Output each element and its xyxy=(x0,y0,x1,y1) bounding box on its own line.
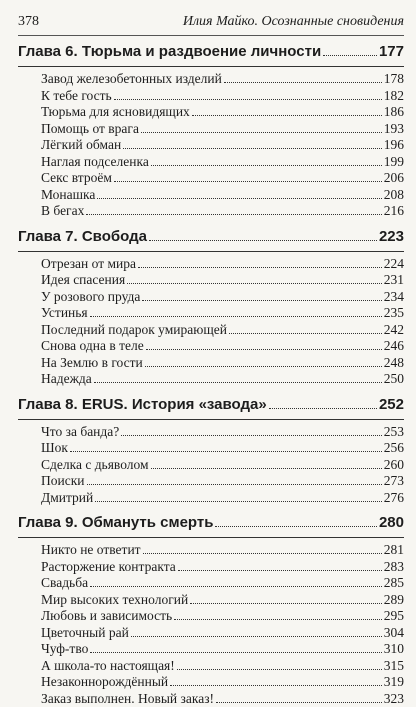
item-title: Монашка xyxy=(41,187,95,204)
item-page: 273 xyxy=(384,473,404,490)
item-title: Цветочный рай xyxy=(41,625,129,642)
dot-leader xyxy=(138,267,382,268)
item-page: 234 xyxy=(384,289,404,306)
item-title: В бегах xyxy=(41,203,84,220)
dot-leader xyxy=(143,553,382,554)
item-page: 231 xyxy=(384,272,404,289)
item-page: 323 xyxy=(384,691,404,707)
toc-item[interactable] xyxy=(41,625,404,642)
chapter-rule xyxy=(18,537,404,538)
item-title: Снова одна в теле xyxy=(41,338,144,355)
item-page: 315 xyxy=(384,658,404,675)
dot-leader xyxy=(123,148,382,149)
item-title: Идея спасения xyxy=(41,272,125,289)
item-title: Завод железобетонных изделий xyxy=(41,71,222,88)
toc-item[interactable] xyxy=(41,371,404,388)
dot-leader xyxy=(97,198,381,199)
toc-item[interactable] xyxy=(41,457,404,474)
dot-leader xyxy=(170,685,382,686)
toc-item[interactable] xyxy=(41,256,404,273)
toc-item[interactable] xyxy=(41,592,404,609)
item-page: 242 xyxy=(384,322,404,339)
item-title: А школа-то настоящая! xyxy=(41,658,175,675)
dot-leader xyxy=(229,333,382,334)
item-title: Заказ выполнен. Новый заказ! xyxy=(41,691,214,707)
toc-item[interactable] xyxy=(41,137,404,154)
dot-leader xyxy=(146,349,382,350)
item-page: 208 xyxy=(384,187,404,204)
dot-leader xyxy=(216,702,382,703)
chapter-heading[interactable] xyxy=(18,41,404,63)
running-title: Илия Майко. Осознанные сновидения xyxy=(183,13,404,31)
item-title: Никто не ответит xyxy=(41,542,141,559)
chapter-items xyxy=(18,424,404,507)
chapter-heading[interactable] xyxy=(18,394,404,416)
toc-item[interactable] xyxy=(41,305,404,322)
item-page: 260 xyxy=(384,457,404,474)
dot-leader xyxy=(149,240,377,241)
dot-leader xyxy=(121,435,381,436)
chapter-page: 223 xyxy=(379,226,404,248)
item-page: 248 xyxy=(384,355,404,372)
item-page: 216 xyxy=(384,203,404,220)
dot-leader xyxy=(90,586,382,587)
item-title: У розового пруда xyxy=(41,289,140,306)
toc-item[interactable] xyxy=(41,691,404,707)
item-title: Чуф-тво xyxy=(41,641,88,658)
item-title: Наглая подселенка xyxy=(41,154,149,171)
dot-leader xyxy=(114,181,382,182)
toc-chapter xyxy=(18,226,404,388)
toc-chapter xyxy=(18,512,404,707)
dot-leader xyxy=(151,468,382,469)
toc-item[interactable] xyxy=(41,322,404,339)
dot-leader xyxy=(86,214,381,215)
dot-leader xyxy=(90,652,381,653)
toc-item[interactable] xyxy=(41,154,404,171)
item-page: 224 xyxy=(384,256,404,273)
item-title: Шок xyxy=(41,440,68,457)
chapter-items xyxy=(18,256,404,388)
chapter-title: Глава 6. Тюрьма и раздвоение личности xyxy=(18,41,321,63)
dot-leader xyxy=(90,316,382,317)
item-page: 319 xyxy=(384,674,404,691)
chapter-rule xyxy=(18,66,404,67)
dot-leader xyxy=(224,82,382,83)
item-title: Поиски xyxy=(41,473,85,490)
toc-item[interactable] xyxy=(41,490,404,507)
item-title: Дмитрий xyxy=(41,490,93,507)
item-page: 295 xyxy=(384,608,404,625)
toc-item[interactable] xyxy=(41,674,404,691)
item-title: Свадьба xyxy=(41,575,88,592)
dot-leader xyxy=(131,636,382,637)
item-title: На Землю в гости xyxy=(41,355,143,372)
toc-item[interactable] xyxy=(41,559,404,576)
chapter-heading[interactable] xyxy=(18,226,404,248)
page-number: 378 xyxy=(18,13,39,31)
item-title: Сделка с дьяволом xyxy=(41,457,149,474)
chapter-heading[interactable] xyxy=(18,512,404,534)
chapter-title: Глава 8. ERUS. История «завода» xyxy=(18,394,267,416)
toc-item[interactable] xyxy=(41,424,404,441)
toc-item[interactable] xyxy=(41,608,404,625)
chapter-items xyxy=(18,542,404,707)
item-title: Что за банда? xyxy=(41,424,119,441)
item-title: Устинья xyxy=(41,305,88,322)
toc-item[interactable] xyxy=(41,104,404,121)
item-page: 285 xyxy=(384,575,404,592)
chapter-page: 252 xyxy=(379,394,404,416)
item-page: 196 xyxy=(384,137,404,154)
chapter-page: 177 xyxy=(379,41,404,63)
header-rule xyxy=(18,35,404,36)
item-page: 178 xyxy=(384,71,404,88)
item-page: 235 xyxy=(384,305,404,322)
toc-item[interactable] xyxy=(41,440,404,457)
dot-leader xyxy=(151,165,382,166)
item-page: 206 xyxy=(384,170,404,187)
toc-item[interactable] xyxy=(41,338,404,355)
item-page: 250 xyxy=(384,371,404,388)
item-title: Любовь и зависимость xyxy=(41,608,172,625)
item-page: 256 xyxy=(384,440,404,457)
toc-item[interactable] xyxy=(41,355,404,372)
item-page: 186 xyxy=(384,104,404,121)
chapter-title: Глава 9. Обмануть смерть xyxy=(18,512,213,534)
toc-item[interactable] xyxy=(41,542,404,559)
dot-leader xyxy=(127,283,382,284)
item-page: 283 xyxy=(384,559,404,576)
toc-item[interactable] xyxy=(41,71,404,88)
toc-item[interactable] xyxy=(41,289,404,306)
item-page: 276 xyxy=(384,490,404,507)
item-title: Расторжение контракта xyxy=(41,559,176,576)
dot-leader xyxy=(174,619,382,620)
table-of-contents xyxy=(18,41,404,707)
toc-item[interactable] xyxy=(41,121,404,138)
item-title: Секс втроём xyxy=(41,170,112,187)
toc-item[interactable] xyxy=(41,187,404,204)
dot-leader xyxy=(114,99,382,100)
dot-leader xyxy=(177,669,382,670)
toc-item[interactable] xyxy=(41,575,404,592)
dot-leader xyxy=(141,132,382,133)
dot-leader xyxy=(87,484,382,485)
item-page: 304 xyxy=(384,625,404,642)
item-page: 289 xyxy=(384,592,404,609)
dot-leader xyxy=(178,570,382,571)
item-page: 246 xyxy=(384,338,404,355)
dot-leader xyxy=(190,603,382,604)
item-title: Тюрьма для ясновидящих xyxy=(41,104,190,121)
dot-leader xyxy=(70,451,382,452)
item-page: 199 xyxy=(384,154,404,171)
chapter-rule xyxy=(18,251,404,252)
dot-leader xyxy=(95,501,382,502)
dot-leader xyxy=(145,366,382,367)
toc-chapter xyxy=(18,41,404,220)
toc-chapter xyxy=(18,394,404,507)
item-page: 281 xyxy=(384,542,404,559)
toc-item[interactable] xyxy=(41,272,404,289)
toc-item[interactable] xyxy=(41,88,404,105)
chapter-page: 280 xyxy=(379,512,404,534)
item-title: Незаконнорождённый xyxy=(41,674,168,691)
item-page: 310 xyxy=(384,641,404,658)
dot-leader xyxy=(269,408,377,409)
item-title: Лёгкий обман xyxy=(41,137,121,154)
chapter-items xyxy=(18,71,404,220)
toc-item[interactable] xyxy=(41,658,404,675)
dot-leader xyxy=(94,382,382,383)
item-page: 253 xyxy=(384,424,404,441)
dot-leader xyxy=(142,300,381,301)
dot-leader xyxy=(215,526,377,527)
toc-item[interactable] xyxy=(41,170,404,187)
toc-item[interactable] xyxy=(41,203,404,220)
toc-item[interactable] xyxy=(41,473,404,490)
toc-item[interactable] xyxy=(41,641,404,658)
dot-leader xyxy=(323,55,377,56)
item-title: Мир высоких технологий xyxy=(41,592,188,609)
item-title: Отрезан от мира xyxy=(41,256,136,273)
item-title: К тебе гость xyxy=(41,88,112,105)
item-title: Последний подарок умирающей xyxy=(41,322,227,339)
item-title: Помощь от врага xyxy=(41,121,139,138)
item-title: Надежда xyxy=(41,371,92,388)
running-header xyxy=(18,13,404,35)
chapter-rule xyxy=(18,419,404,420)
dot-leader xyxy=(192,115,382,116)
chapter-title: Глава 7. Свобода xyxy=(18,226,147,248)
item-page: 193 xyxy=(384,121,404,138)
item-page: 182 xyxy=(384,88,404,105)
